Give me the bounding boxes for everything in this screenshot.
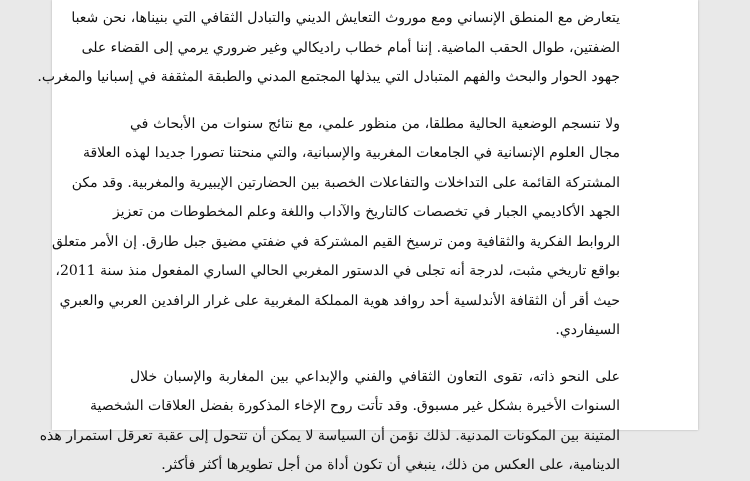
text-line: السيفاردي.: [555, 322, 620, 338]
text-line: يتعارض مع المنطق الإنساني ومع موروث التعايش الديني والتبادل الثقافي التي بنيناها، نحن شعبا: [71, 10, 620, 26]
text-line: المتينة بين المكونات المدنية. لذلك نؤمن أن السياسة لا يمكن أن تتحول إلى عقبة تعرقل استمرار هذه: [39, 427, 620, 444]
paragraph-3: [39, 363, 620, 481]
text-line: ولا تنسجم الوضعية الحالية مطلقا، من منظور علمي، مع نتائج سنوات من الأبحاث في: [130, 115, 620, 132]
text-line: الدينامية، على العكس من ذلك، ينبغي أن تكون أداة من أجل تطويرها أكثر فأكثر.: [161, 457, 620, 473]
text-line: الروابط الفكرية والثقافية ومن ترسيخ القيم المشتركة في ضفتي مضيق جبل طارق. إن الأمر متعلق: [52, 233, 620, 250]
text-line: جهود الحوار والبحث والفهم المتبادل التي يبذلها المجتمع المدني والطبقة المثقفة في إسبانيا والمغرب.: [37, 69, 620, 85]
paragraph-gap: [130, 93, 620, 110]
text-line: الجهد الأكاديمي الجبار في تخصصات كالتاريخ والآداب واللغة وعلم المخطوطات من تعزيز: [112, 204, 620, 220]
text-line: مجال العلوم الإنسانية في الجامعات المغربية والإسبانية، والتي منحتنا تصورا جديدا لهذه العلاقة: [82, 145, 620, 161]
text-line: الضفتين، طوال الحقب الماضية. إننا أمام خطاب راديكالي وغير ضروري يرمي إلى القضاء على: [81, 39, 620, 56]
document-body: [37, 0, 620, 481]
paragraph-2: [52, 110, 620, 346]
text-line: السنوات الأخيرة بشكل غير مسبوق. وقد تأتت روح الإخاء المذكورة بفضل العلاقات الشخصية: [90, 398, 620, 414]
text-line: حيث أقر أن الثقافة الأندلسية أحد روافد هوية المملكة المغربية على غرار الرافدين العربي والعبري: [59, 292, 620, 309]
paragraph-gap: [130, 346, 620, 363]
document-page: [37, 0, 698, 473]
paragraph-1: [37, 4, 620, 93]
text-line: بواقع تاريخي مثبت، لدرجة أنه تجلى في الدستور المغربي الحالي الساري المفعول منذ سنة 2011،: [55, 263, 620, 279]
text-line: المشتركة القائمة على التداخلات والتفاعلات الخصبة بين الحضارتين الإيبيرية والمغربية. وقد مكن: [71, 174, 620, 191]
text-line: على النحو ذاته، تقوى التعاون الثقافي والفني والإبداعي بين المغاربة والإسبان خلال: [130, 368, 620, 385]
